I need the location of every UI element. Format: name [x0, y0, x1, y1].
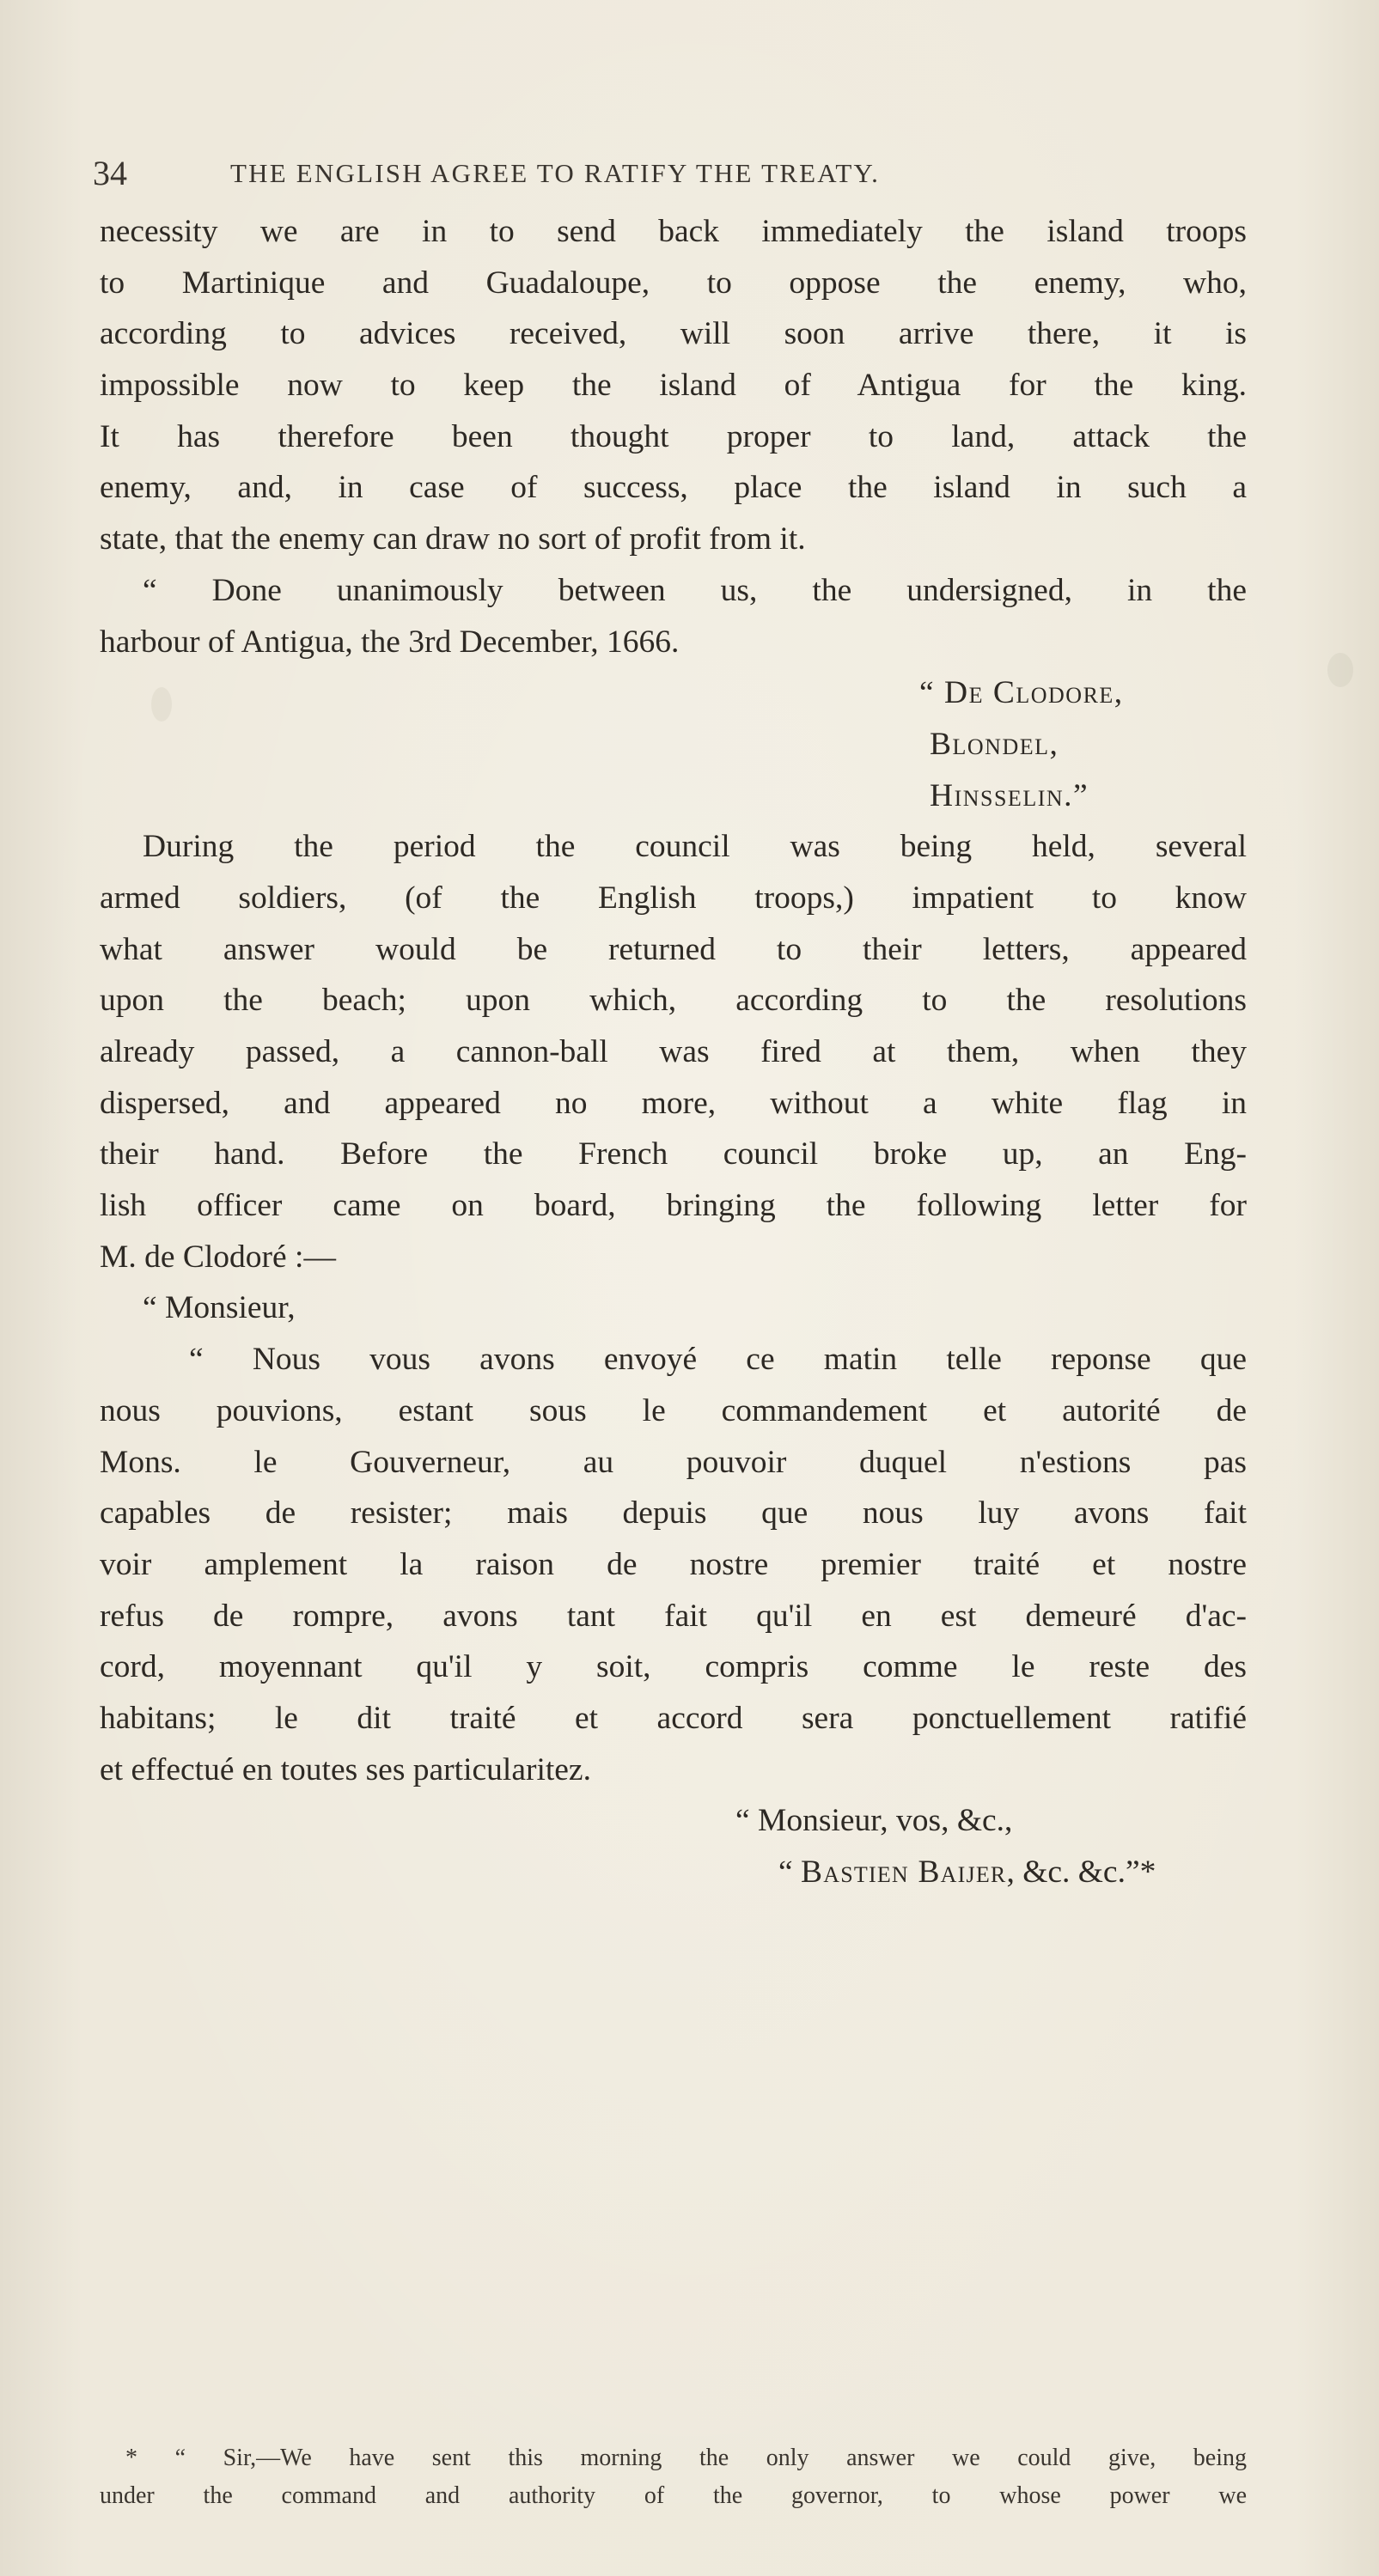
- paragraph-done-unanimously: [100, 565, 1247, 667]
- page-body: [100, 206, 1247, 1898]
- text-line: already passed, a cannon-ball was fired at them, when they: [100, 1034, 1247, 1069]
- text-line: armed soldiers, (of the English troops,) impatient to know: [100, 880, 1247, 916]
- paragraph-council-period: [100, 821, 1247, 1282]
- text-line: voir amplement la raison de nostre premier traité et nostre: [100, 1546, 1247, 1582]
- text-line: capables de resister; mais depuis que nous luy avons fait: [100, 1495, 1247, 1532]
- text-line: to Martinique and Guadaloupe, to oppose the enemy, who,: [100, 265, 1247, 301]
- running-header: [93, 153, 1244, 204]
- text-line: impossible now to keep the island of Antigua for the king.: [100, 368, 1247, 404]
- french-letter: [100, 1334, 1247, 1795]
- running-title: THE ENGLISH AGREE TO RATIFY THE TREATY.: [230, 158, 881, 188]
- text-line: During the period the council was being held, several: [143, 829, 1247, 865]
- text-line: upon the beach; upon which, according to the resolutions: [100, 983, 1247, 1019]
- signature-block: [100, 667, 1247, 821]
- footnote-line: under the command and authority of the governor, to whose power we: [100, 2482, 1247, 2509]
- closing-signature: [100, 1847, 1247, 1898]
- text-line: M. de Clodoré :—: [100, 1239, 336, 1275]
- text-line: enemy, and, in case of success, place the island in such a: [100, 470, 1247, 506]
- text-line: state, that the enemy can draw no sort of profit from it.: [100, 521, 806, 557]
- page-number: 34: [93, 154, 127, 192]
- text-line: cord, moyennant qu'il y soit, compris comme le reste des: [100, 1649, 1247, 1685]
- text-line: “ Done unanimously between us, the undersigned, in the: [143, 572, 1247, 608]
- text-line: lish officer came on board, bringing the following letter for: [100, 1188, 1247, 1224]
- closing-quote: “: [778, 1854, 802, 1890]
- signature-bastien-baijer: Bastien Baijer: [801, 1854, 1007, 1890]
- closing-suffix: , &c. &c.”*: [1006, 1854, 1156, 1890]
- text-line: refus de rompre, avons tant fait qu'il en est demeuré d'ac-: [100, 1598, 1247, 1634]
- text-line: their hand. Before the French council broke up, an Eng-: [100, 1136, 1247, 1172]
- signature-hinsselin: Hinsselin.”: [930, 777, 1089, 813]
- text-line: et effectué en toutes ses particularitez.: [100, 1751, 591, 1787]
- text-line: nous pouvions, estant sous le commandement et autorité de: [100, 1392, 1247, 1428]
- text-line: according to advices received, will soon arrive there, it is: [100, 316, 1247, 352]
- paper-stain: [1327, 653, 1353, 687]
- text-line: harbour of Antigua, the 3rd December, 1666.: [100, 624, 680, 660]
- letter-salutation: “ Monsieur,: [143, 1290, 296, 1326]
- footnote: [100, 2439, 1247, 2515]
- text-line: dispersed, and appeared no more, without a white flag in: [100, 1085, 1247, 1121]
- text-line: It has therefore been thought proper to land, attack the: [100, 418, 1247, 454]
- signature-blondel: Blondel,: [930, 726, 1059, 762]
- footnote-line: * “ Sir,—We have sent this morning the only answer we could give, being: [125, 2445, 1247, 2471]
- text-line: “ Nous vous avons envoyé ce matin telle reponse que: [189, 1342, 1247, 1378]
- text-line: habitans; le dit traité et accord sera ponctuellement ratifié: [100, 1700, 1247, 1736]
- paragraph-treaty-reasons: [100, 206, 1247, 565]
- letter-closing: [100, 1795, 1247, 1897]
- text-line: Mons. le Gouverneur, au pouvoir duquel n'estions pas: [100, 1444, 1247, 1480]
- text-line: necessity we are in to send back immediately the island troops: [100, 214, 1247, 249]
- closing-line: “ Monsieur, vos, &c.,: [735, 1803, 1013, 1839]
- signature-de-clodore: “ De Clodore,: [919, 675, 1124, 711]
- text-line: what answer would be returned to their letters, appeared: [100, 931, 1247, 967]
